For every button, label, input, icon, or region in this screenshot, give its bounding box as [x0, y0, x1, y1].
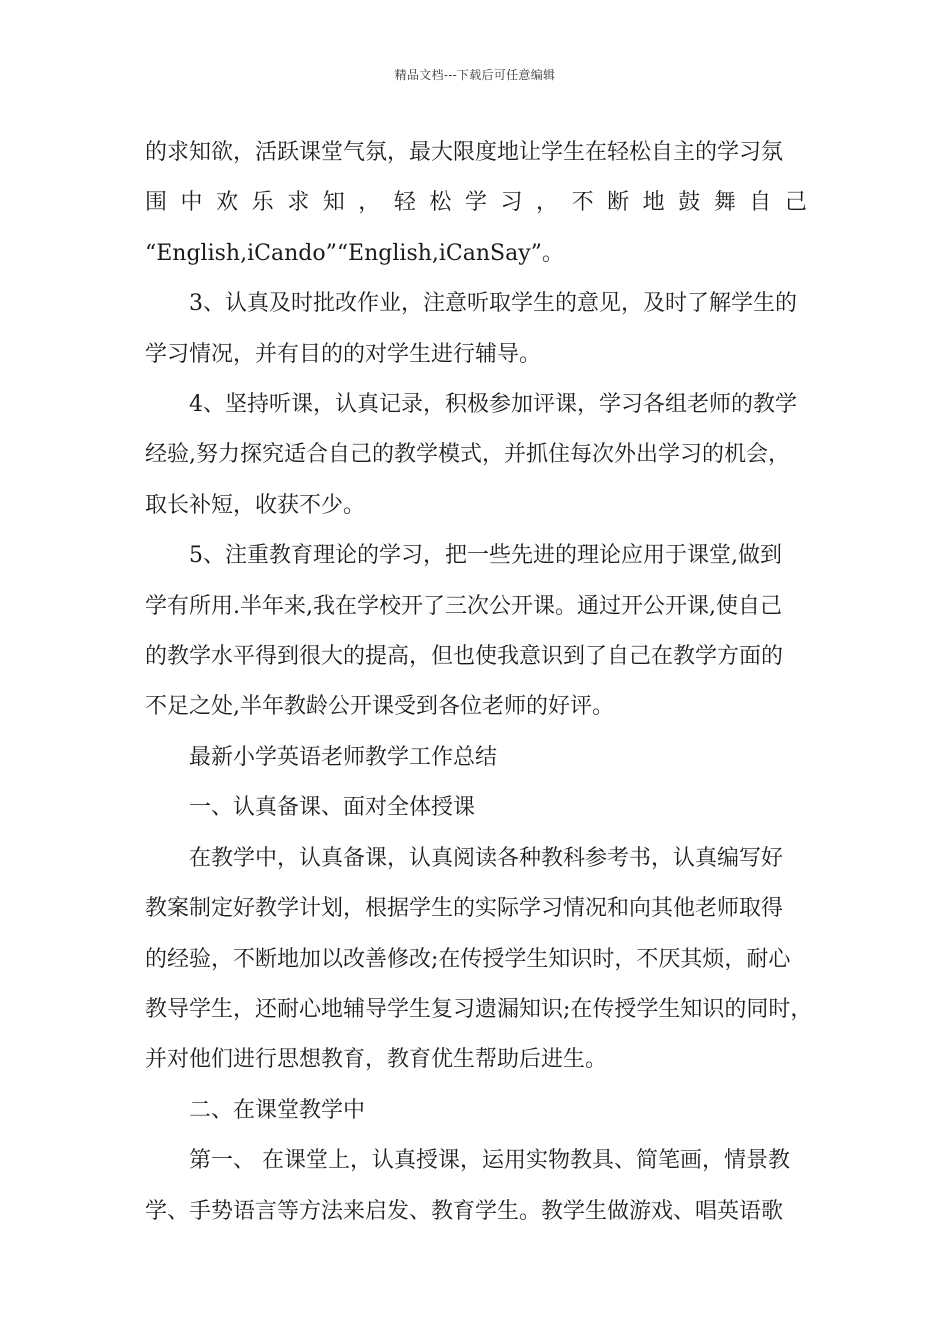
text-line: “English,iCando”“English,iCanSay”。	[145, 240, 564, 266]
char: 乐	[251, 190, 274, 216]
text-line: 的经验，不断地加以改善修改;在传授学生知识时，不厌其烦，耐心	[145, 946, 791, 972]
paragraph-item-3	[145, 279, 807, 380]
text-line: 学、手势语言等方法来启发、教育学生。教学生做游戏、唱英语歌	[145, 1198, 784, 1224]
char: 学	[464, 190, 487, 216]
text-line: 学有所用.半年来,我在学校开了三次公开课。通过开公开课,使自己	[145, 593, 782, 619]
text-line: 取长补短，收获不少。	[145, 492, 366, 518]
char: 己	[784, 190, 807, 216]
text-line: 教导学生，还耐心地辅导学生复习遗漏知识;在传授学生知识的同时，	[145, 996, 813, 1022]
char: ，	[358, 190, 381, 216]
char: 断	[607, 190, 630, 216]
text-line: 第一、 在课堂上，认真授课，运用实物教具、简笔画，情景教	[189, 1148, 790, 1174]
char: 知	[322, 190, 345, 216]
text-line: 不足之处,半年教龄公开课受到各位老师的好评。	[145, 694, 614, 720]
char: 习	[500, 190, 523, 216]
text-line: 教案制定好教学计划，根据学生的实际学习情况和向其他老师取得	[145, 896, 784, 922]
char: 求	[287, 190, 310, 216]
char: ，	[536, 190, 559, 216]
paragraph-teaching	[145, 834, 813, 1086]
text-line: 3、认真及时批改作业，注意听取学生的意见，及时了解学生的	[189, 291, 797, 317]
text-line: 在教学中，认真备课，认真阅读各种教科参考书，认真编写好	[189, 845, 784, 871]
heading-text: 二、在课堂教学中	[189, 1097, 366, 1123]
page-header: 精品文档---下载后可任意编辑	[394, 68, 556, 82]
section-heading-2	[145, 1086, 807, 1136]
char: 不	[571, 190, 594, 216]
paragraph-item-5	[145, 531, 807, 733]
text-line: 学习情况，并有目的的对学生进行辅导。	[145, 341, 542, 367]
char: 轻	[393, 190, 416, 216]
paragraph-item-4	[145, 380, 807, 531]
text-line: 并对他们进行思想教育，教育优生帮助后进生。	[145, 1047, 608, 1073]
text-line: 的求知欲，活跃课堂气氛，最大限度地让学生在轻松自主的学习氛	[145, 140, 784, 165]
paragraph-classroom	[145, 1136, 807, 1237]
char: 松	[429, 190, 452, 216]
text-line: 4、坚持听课，认真记录，积极参加评课，学习各组老师的教学	[189, 392, 797, 418]
char: 中	[180, 190, 203, 216]
char: 围	[145, 190, 168, 216]
char: 自	[749, 190, 772, 216]
section-heading-1	[145, 783, 807, 833]
text-line: 5、注重教育理论的学习，把一些先进的理论应用于课堂,做到	[189, 543, 782, 569]
justified-text-line	[145, 178, 807, 228]
text-line: 经验,努力探究适合自己的教学模式，并抓住每次外出学习的机会，	[145, 442, 790, 468]
char: 舞	[713, 190, 736, 216]
text-line: 的教学水平得到很大的提高，但也使我意识到了自己在教学方面的	[145, 644, 784, 670]
document-body	[145, 128, 813, 1237]
char: 鼓	[678, 190, 701, 216]
char: 欢	[216, 190, 239, 216]
heading-text: 一、认真备课、面对全体授课	[189, 795, 476, 821]
paragraph-continuation	[145, 128, 807, 279]
document-title	[145, 733, 807, 783]
char: 地	[642, 190, 665, 216]
title-text: 最新小学英语老师教学工作总结	[189, 744, 498, 770]
